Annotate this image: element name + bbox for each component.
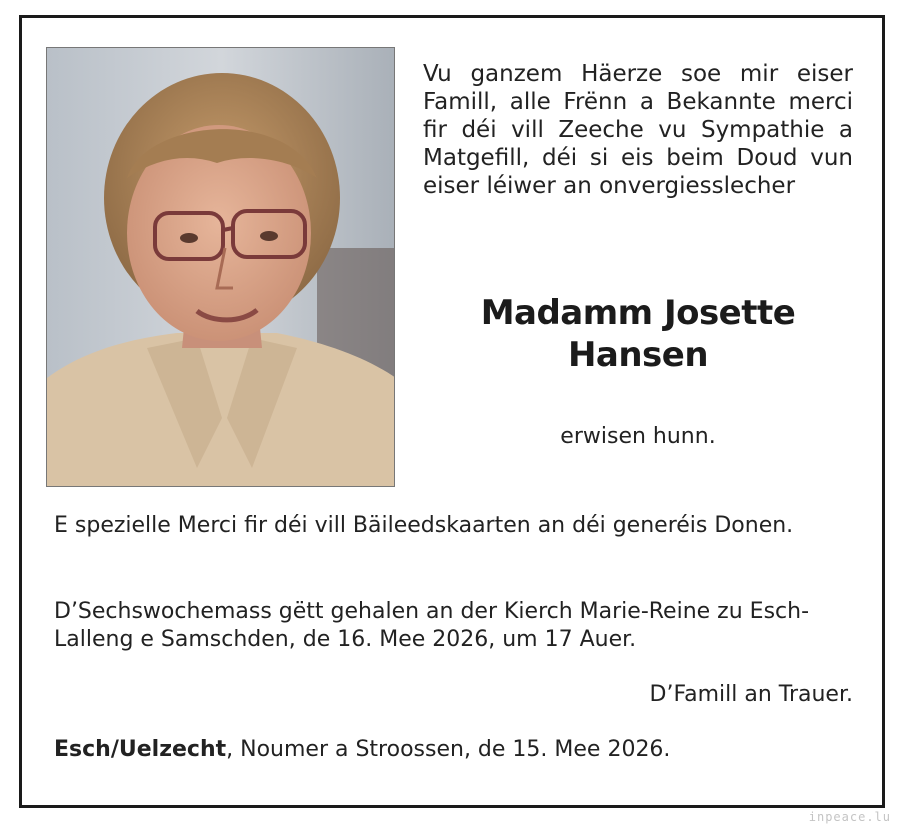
- family-signature: D’Famill an Trauer.: [649, 682, 853, 707]
- place-date-rest: , Noumer a Stroossen, de 15. Mee 2026.: [226, 737, 671, 762]
- name-line-first: Madamm Josette: [480, 293, 796, 333]
- portrait-photo: [46, 47, 395, 487]
- intro-text: Vu ganzem Häerze soe mir eiser Famill, alle Frënn a Bekannte merci fir déi vill Zeeche vu Sympathie a Matgefill, déi si eis beim Doud vun eiser léiwer an onvergiesslecher: [423, 61, 853, 199]
- thanks-paragraph: E spezielle Merci fir déi vill Bäileedskaarten an déi generéis Donen.: [54, 513, 794, 538]
- place-date-line: [54, 736, 670, 764]
- place-name: Esch/Uelzecht: [54, 737, 227, 762]
- mass-announcement: D’Sechswochemass gëtt gehalen an der Kierch Marie-Reine zu Esch-Lalleng e Samschden, de 16. Mee 2026, um 17 Auer.: [54, 599, 810, 652]
- deceased-name: [423, 292, 853, 376]
- shown-text: erwisen hunn.: [560, 424, 716, 449]
- name-line-last: Hansen: [567, 335, 709, 375]
- watermark: inpeace.lu: [808, 810, 891, 824]
